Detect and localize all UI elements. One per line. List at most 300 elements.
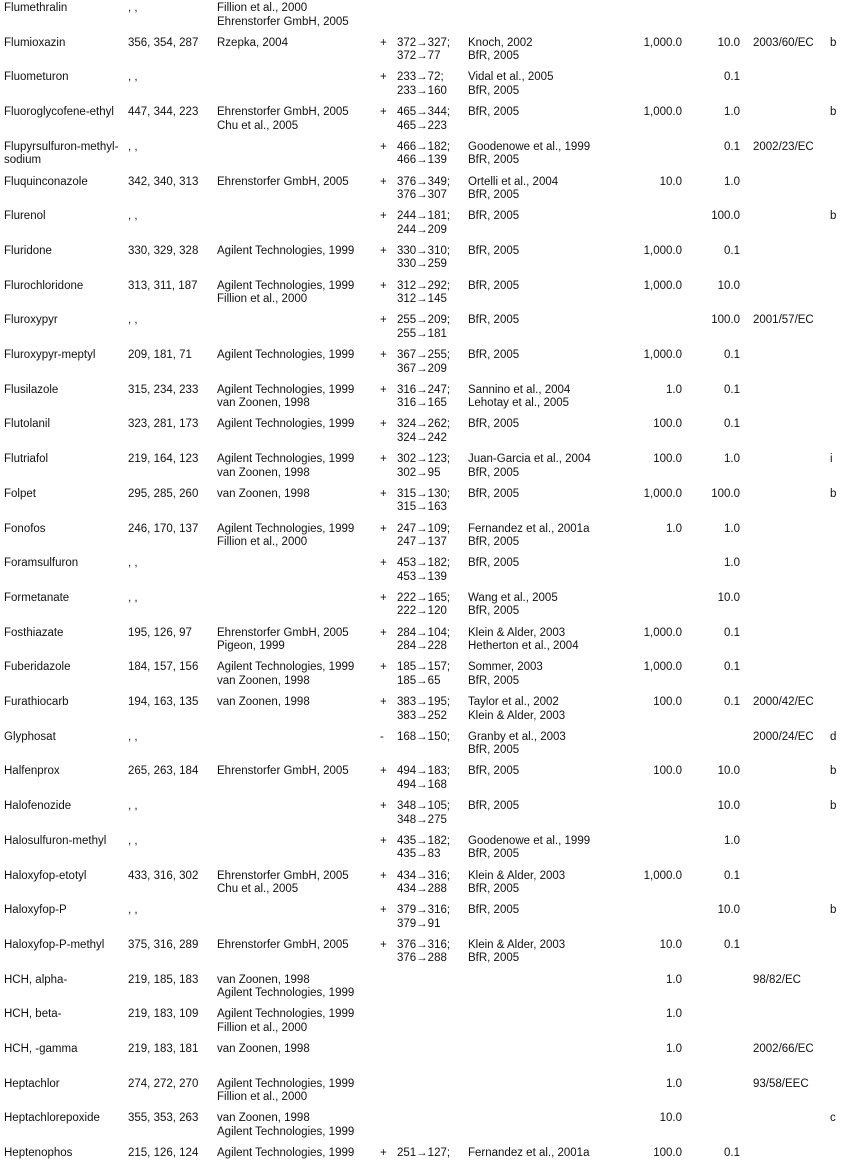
transition-reference xyxy=(468,453,591,480)
ion-reference-line: van Zoonen, 1998 xyxy=(217,1043,310,1055)
compound-name: Glyphosat xyxy=(4,730,56,743)
mrm-transitions-line: 466→139 xyxy=(397,154,447,167)
compound-name: HCH, beta- xyxy=(4,1008,62,1021)
mrm-transitions-line: 453→182; xyxy=(397,557,451,570)
ion-reference-line: Agilent Technologies, 1999 xyxy=(217,1077,355,1090)
mrm-transitions-line: 222→120 xyxy=(397,605,447,618)
mrm-transitions-line: 367→209 xyxy=(397,362,447,375)
ion-reference-line: Agilent Technologies, 1999 xyxy=(217,1008,355,1021)
ion-masses: 295, 285, 260 xyxy=(128,487,199,500)
transition-reference-line: BfR, 2005 xyxy=(468,418,520,431)
value-1: 1,000.0 xyxy=(643,36,682,49)
ion-reference xyxy=(217,1147,354,1161)
mrm-transitions-line: 302→95 xyxy=(397,466,441,479)
transition-reference-line: Fernandez et al., 2001a xyxy=(468,1147,590,1160)
polarity: + xyxy=(380,591,387,604)
footnote: b xyxy=(830,36,837,49)
mrm-transitions-line: 185→65 xyxy=(397,674,441,687)
mrm-transitions-line: 316→165 xyxy=(397,397,447,410)
ion-masses: 447, 344, 223 xyxy=(128,106,199,119)
mrm-transitions xyxy=(397,1147,450,1161)
polarity: + xyxy=(380,210,387,223)
compound-name: Heptenophos xyxy=(4,1147,73,1160)
ion-masses: , , xyxy=(128,314,138,327)
compound-name: Formetanate xyxy=(4,591,70,604)
compound-name: Heptachlorepoxide xyxy=(4,1112,100,1125)
footnote: b xyxy=(830,106,837,119)
value-1: 1.0 xyxy=(666,1077,682,1090)
ion-masses: 313, 311, 187 xyxy=(128,279,198,292)
ion-reference-line: van Zoonen, 1998 xyxy=(217,696,310,708)
polarity: + xyxy=(380,557,387,570)
transition-reference-line: BfR, 2005 xyxy=(468,800,520,813)
compound-name: Flumioxazin xyxy=(4,36,66,49)
mrm-transitions-line: 233→72; xyxy=(397,71,444,84)
value-2: 0.1 xyxy=(724,626,740,639)
ion-masses: , , xyxy=(128,71,138,84)
ion-reference xyxy=(217,1008,354,1035)
compound-name: Fuberidazole xyxy=(4,661,71,674)
mrm-transitions-line: 383→252 xyxy=(397,709,447,722)
value-2: 10.0 xyxy=(717,36,740,49)
footnote: c xyxy=(830,1112,836,1125)
compound-name: Flurochloridone xyxy=(4,279,84,292)
polarity: + xyxy=(380,106,387,119)
polarity: + xyxy=(380,904,387,917)
transition-reference xyxy=(468,210,519,224)
value-1: 100.0 xyxy=(653,696,682,708)
compound-name: Haloxyfop-etotyl xyxy=(4,869,87,882)
mrm-transitions xyxy=(397,835,450,862)
value-2: 0.1 xyxy=(724,349,740,361)
ion-masses: 375, 316, 289 xyxy=(128,938,199,951)
mrm-transitions-line: 247→109; xyxy=(397,522,451,535)
ion-reference xyxy=(217,349,354,363)
ec-directive: 2002/23/EC xyxy=(753,140,814,153)
ion-reference xyxy=(217,523,354,550)
mrm-transitions xyxy=(397,765,450,792)
ion-reference xyxy=(217,176,349,190)
ion-masses: 246, 170, 137 xyxy=(128,522,199,535)
transition-reference-line: Juan-Garcia et al., 2004 xyxy=(468,453,591,466)
transition-reference-line: BfR, 2005 xyxy=(468,210,520,223)
transition-reference xyxy=(468,800,519,814)
ion-reference xyxy=(217,245,354,259)
ion-reference-line: van Zoonen, 1998 xyxy=(217,397,310,410)
ion-reference-line: Agilent Technologies, 1999 xyxy=(217,279,355,292)
ion-masses: 433, 316, 302 xyxy=(128,869,199,882)
ion-masses: 356, 354, 287 xyxy=(128,36,199,49)
compound-name: Fluroxypyr-meptyl xyxy=(4,349,96,361)
value-1: 1,000.0 xyxy=(643,626,682,639)
transition-reference-line: Goodenowe et al., 1999 xyxy=(468,140,591,153)
ion-masses: 209, 181, 71 xyxy=(128,349,192,361)
compound-name: Flutolanil xyxy=(4,418,51,431)
mrm-transitions xyxy=(397,627,450,654)
ion-reference xyxy=(217,453,354,480)
ec-directive: 98/82/EC xyxy=(753,973,801,986)
polarity: + xyxy=(380,36,387,49)
ion-reference xyxy=(217,106,349,133)
ion-masses: 219, 185, 183 xyxy=(128,973,199,986)
ion-reference-line: Fillion et al., 2000 xyxy=(217,293,308,306)
transition-reference-line: BfR, 2005 xyxy=(468,605,520,618)
footnote: b xyxy=(830,487,837,500)
ion-reference-line: Fillion et al., 2000 xyxy=(217,1021,308,1034)
ec-directive: 2000/24/EC xyxy=(753,730,814,743)
transition-reference xyxy=(468,141,590,168)
value-1: 100.0 xyxy=(653,418,682,431)
compound-name: Flusilazole xyxy=(4,383,59,396)
ion-reference-line: Rzepka, 2004 xyxy=(217,36,288,49)
mrm-transitions-line: 255→209; xyxy=(397,314,451,327)
ion-masses: 330, 329, 328 xyxy=(128,244,199,257)
transition-reference xyxy=(468,592,558,619)
mrm-transitions-line: 316→247; xyxy=(397,383,451,396)
compound-name: Folpet xyxy=(4,487,36,500)
ion-reference xyxy=(217,1078,354,1105)
value-2: 0.1 xyxy=(724,661,740,674)
transition-reference-line: BfR, 2005 xyxy=(468,106,520,119)
value-2: 0.1 xyxy=(724,1147,740,1160)
polarity: + xyxy=(380,418,387,431)
mrm-transitions-line: 324→242 xyxy=(397,431,447,444)
mrm-transitions-line: 379→91 xyxy=(397,917,441,930)
transition-reference-line: BfR, 2005 xyxy=(468,244,520,257)
value-2: 0.1 xyxy=(724,696,740,708)
transition-reference-line: Taylor et al., 2002 xyxy=(468,696,559,708)
transition-reference xyxy=(468,37,533,64)
transition-reference xyxy=(468,106,519,120)
mrm-transitions-line: 376→316; xyxy=(397,938,451,951)
transition-reference xyxy=(468,71,553,98)
compound-name: Flurenol xyxy=(4,210,46,223)
polarity: + xyxy=(380,71,387,84)
transition-reference-line: BfR, 2005 xyxy=(468,848,520,861)
transition-reference-line: Goodenowe et al., 1999 xyxy=(468,834,591,847)
transition-reference xyxy=(468,280,519,294)
polarity: + xyxy=(380,487,387,500)
mrm-transitions xyxy=(397,176,450,203)
transition-reference-line: Knoch, 2002 xyxy=(468,36,533,49)
mrm-transitions xyxy=(397,314,450,341)
mrm-transitions-line: 233→160 xyxy=(397,84,447,97)
value-2: 0.1 xyxy=(724,418,740,431)
polarity: + xyxy=(380,244,387,257)
ion-reference-line: Agilent Technologies, 1999 xyxy=(217,987,355,1000)
value-1: 100.0 xyxy=(653,1147,682,1160)
compound-name: Haloxyfop-P-methyl xyxy=(4,938,105,951)
mrm-transitions xyxy=(397,904,450,931)
transition-reference xyxy=(468,349,519,363)
compound-name: Heptachlor xyxy=(4,1077,60,1090)
ion-reference-line: Ehrenstorfer GmbH, 2005 xyxy=(217,765,349,778)
ion-reference-line: Agilent Technologies, 1999 xyxy=(217,349,355,361)
transition-reference-line: Klein & Alder, 2003 xyxy=(468,869,566,882)
compound-name: Foramsulfuron xyxy=(4,557,79,570)
ion-reference-line: van Zoonen, 1998 xyxy=(217,487,310,500)
mrm-transitions-line: 302→123; xyxy=(397,453,451,466)
transition-reference-line: BfR, 2005 xyxy=(468,952,520,965)
transition-reference xyxy=(468,696,565,723)
compound-name: Haloxyfop-P xyxy=(4,904,67,917)
value-2: 10.0 xyxy=(717,591,740,604)
ion-reference-line: Agilent Technologies, 1999 xyxy=(217,453,355,466)
polarity: + xyxy=(380,869,387,882)
mrm-transitions xyxy=(397,488,450,515)
ion-masses: 219, 183, 181 xyxy=(128,1043,199,1055)
mrm-transitions-line: 383→195; xyxy=(397,696,451,708)
compound-name: Fosthiazate xyxy=(4,626,64,639)
value-1: 1,000.0 xyxy=(643,244,682,257)
transition-reference-line: Vidal et al., 2005 xyxy=(468,71,554,84)
ec-directive: 2003/60/EC xyxy=(753,36,814,49)
value-2: 0.1 xyxy=(724,71,740,84)
transition-reference-line: BfR, 2005 xyxy=(468,536,520,548)
value-1: 100.0 xyxy=(653,453,682,466)
value-2: 10.0 xyxy=(717,800,740,813)
ec-directive: 2000/42/EC xyxy=(753,696,814,708)
compound-name: Flumethralin xyxy=(4,2,68,14)
value-1: 1,000.0 xyxy=(643,661,682,674)
mrm-transitions-line: 379→316; xyxy=(397,904,451,917)
polarity: + xyxy=(380,175,387,188)
mrm-transitions-line: 372→77 xyxy=(397,50,441,63)
ion-masses: 323, 281, 173 xyxy=(128,418,199,431)
ion-reference xyxy=(217,1112,354,1139)
mrm-transitions xyxy=(397,280,450,307)
mrm-transitions xyxy=(397,245,450,272)
footnote: b xyxy=(830,800,837,813)
ion-reference xyxy=(217,661,354,688)
mrm-transitions-line: 434→288 xyxy=(397,883,447,895)
ion-reference-line: Ehrenstorfer GmbH, 2005 xyxy=(217,15,349,28)
transition-reference xyxy=(468,488,519,502)
polarity: + xyxy=(380,383,387,396)
polarity: + xyxy=(380,314,387,327)
ion-masses: 195, 126, 97 xyxy=(128,626,192,639)
transition-reference xyxy=(468,557,519,571)
ion-reference-line: Agilent Technologies, 1999 xyxy=(217,661,355,674)
mrm-transitions-line: 255→181 xyxy=(397,327,447,340)
mrm-transitions-line: 312→292; xyxy=(397,279,451,292)
transition-reference-line: Wang et al., 2005 xyxy=(468,591,558,604)
mrm-transitions xyxy=(397,557,450,584)
ion-masses: , , xyxy=(128,834,138,847)
ion-masses: 219, 183, 109 xyxy=(128,1008,199,1021)
transition-reference xyxy=(468,418,519,432)
ion-reference-line: van Zoonen, 1998 xyxy=(217,973,310,986)
transition-reference-line: Klein & Alder, 2003 xyxy=(468,938,566,951)
transition-reference xyxy=(468,176,558,203)
mrm-transitions xyxy=(397,592,450,619)
footnote: b xyxy=(830,904,837,917)
mrm-transitions-line: 494→183; xyxy=(397,765,451,778)
ion-reference-line: Agilent Technologies, 1999 xyxy=(217,1125,355,1138)
polarity: + xyxy=(380,349,387,361)
value-2: 100.0 xyxy=(711,487,740,500)
transition-reference-line: BfR, 2005 xyxy=(468,466,520,479)
mrm-transitions-line: 315→130; xyxy=(397,487,451,500)
mrm-transitions xyxy=(397,71,447,98)
ion-reference-line: Fillion et al., 2000 xyxy=(217,2,308,14)
ion-masses: , , xyxy=(128,557,138,570)
ion-reference-line: Agilent Technologies, 1999 xyxy=(217,1147,355,1160)
mrm-transitions-line: 330→259 xyxy=(397,258,447,271)
value-1: 1.0 xyxy=(666,383,682,396)
polarity: + xyxy=(380,800,387,813)
compound-name: Fluridone xyxy=(4,244,52,257)
mrm-transitions-line: 494→168 xyxy=(397,778,447,791)
mrm-transitions xyxy=(397,731,450,745)
transition-reference-line: BfR, 2005 xyxy=(468,349,520,361)
ion-reference xyxy=(217,418,354,432)
ion-reference xyxy=(217,2,349,29)
transition-reference-line: Fernandez et al., 2001a xyxy=(468,522,590,535)
mrm-transitions xyxy=(397,523,450,550)
value-2: 1.0 xyxy=(724,834,740,847)
transition-reference-line: Hetherton et al., 2004 xyxy=(468,640,579,653)
compound-name: Fluometuron xyxy=(4,71,69,84)
transition-reference xyxy=(468,627,579,654)
value-2: 100.0 xyxy=(711,210,740,223)
compound-name: HCH, alpha- xyxy=(4,973,68,986)
value-2: 0.1 xyxy=(724,938,740,951)
mrm-transitions-line: 324→262; xyxy=(397,418,451,431)
mrm-transitions xyxy=(397,661,450,688)
mrm-transitions-line: 348→105; xyxy=(397,800,451,813)
transition-reference-line: BfR, 2005 xyxy=(468,279,520,292)
polarity: + xyxy=(380,453,387,466)
mrm-transitions-line: 284→104; xyxy=(397,626,451,639)
mrm-transitions-line: 376→349; xyxy=(397,175,451,188)
ion-reference-line: Ehrenstorfer GmbH, 2005 xyxy=(217,106,349,119)
polarity: + xyxy=(380,938,387,951)
compound-name: Flupyrsulfuron-methyl-sodium xyxy=(4,140,119,167)
mrm-transitions xyxy=(397,106,450,133)
polarity: + xyxy=(380,696,387,708)
ion-masses: 274, 272, 270 xyxy=(128,1077,199,1090)
ion-reference xyxy=(217,939,349,953)
transition-reference-line: BfR, 2005 xyxy=(468,189,520,201)
mrm-transitions xyxy=(397,141,450,168)
value-2: 100.0 xyxy=(711,314,740,327)
ion-reference-line: Agilent Technologies, 1999 xyxy=(217,244,355,257)
transition-reference-line: Sannino et al., 2004 xyxy=(468,383,571,396)
transition-reference xyxy=(468,835,590,862)
mrm-transitions-line: 376→307 xyxy=(397,189,447,201)
transition-reference xyxy=(468,939,565,966)
ion-reference-line: Ehrenstorfer GmbH, 2005 xyxy=(217,869,349,882)
transition-reference-line: Sommer, 2003 xyxy=(468,661,543,674)
value-1: 1.0 xyxy=(666,1008,682,1021)
transition-reference-line: Lehotay et al., 2005 xyxy=(468,397,570,410)
transition-reference xyxy=(468,523,589,550)
mrm-transitions-line: 372→327; xyxy=(397,36,451,49)
mrm-transitions xyxy=(397,800,450,827)
transition-reference-line: Granby et al., 2003 xyxy=(468,730,566,743)
ion-masses: 315, 234, 233 xyxy=(128,383,199,396)
compound-name: Fluroxypyr xyxy=(4,314,58,327)
ion-reference-line: van Zoonen, 1998 xyxy=(217,466,310,479)
mrm-transitions-line: 168→150; xyxy=(397,730,451,743)
mrm-transitions-line: 435→83 xyxy=(397,848,441,861)
ion-reference xyxy=(217,384,354,411)
polarity: + xyxy=(380,522,387,535)
value-1: 1,000.0 xyxy=(643,869,682,882)
polarity: + xyxy=(380,834,387,847)
mrm-transitions-line: 348→275 xyxy=(397,813,447,826)
ion-masses: 215, 126, 124 xyxy=(128,1147,199,1160)
mrm-transitions-line: 222→165; xyxy=(397,591,451,604)
transition-reference-line: BfR, 2005 xyxy=(468,883,520,895)
transition-reference-line: BfR, 2005 xyxy=(468,50,520,63)
value-2: 10.0 xyxy=(717,904,740,917)
transition-reference xyxy=(468,904,519,918)
transition-reference-line: BfR, 2005 xyxy=(468,744,520,757)
value-1: 10.0 xyxy=(659,175,682,188)
transition-reference-line: BfR, 2005 xyxy=(468,314,520,327)
transition-reference-line: BfR, 2005 xyxy=(468,557,520,570)
ion-masses: , , xyxy=(128,800,138,813)
value-1: 1.0 xyxy=(666,973,682,986)
mrm-transitions-line: 453→139 xyxy=(397,570,447,583)
ion-reference xyxy=(217,280,354,307)
mrm-transitions-line: 376→288 xyxy=(397,952,447,965)
ion-reference-line: Agilent Technologies, 1999 xyxy=(217,383,355,396)
ec-directive: 2001/57/EC xyxy=(753,314,814,327)
ion-reference-line: Agilent Technologies, 1999 xyxy=(217,418,355,431)
footnote: d xyxy=(830,730,837,743)
mrm-transitions-line: 367→255; xyxy=(397,349,451,361)
transition-reference xyxy=(468,731,566,758)
ion-reference xyxy=(217,974,354,1001)
polarity: + xyxy=(380,279,387,292)
mrm-transitions xyxy=(397,349,450,376)
ion-reference xyxy=(217,37,288,51)
transition-reference-line: BfR, 2005 xyxy=(468,674,520,687)
ion-reference-line: Chu et al., 2005 xyxy=(217,119,299,132)
mrm-transitions-line: 435→182; xyxy=(397,834,451,847)
mrm-transitions-line: 185→157; xyxy=(397,661,451,674)
ion-masses: , , xyxy=(128,210,138,223)
ion-reference-line: Ehrenstorfer GmbH, 2005 xyxy=(217,175,349,188)
polarity: + xyxy=(380,140,387,153)
mrm-transitions xyxy=(397,384,450,411)
ion-reference-line: Ehrenstorfer GmbH, 2005 xyxy=(217,938,349,951)
compound-name: HCH, -gamma xyxy=(4,1043,78,1055)
ion-masses: , , xyxy=(128,591,138,604)
footnote: i xyxy=(830,453,833,466)
polarity: + xyxy=(380,1147,387,1160)
polarity: + xyxy=(380,626,387,639)
mrm-transitions xyxy=(397,37,450,64)
transition-reference xyxy=(468,661,543,688)
value-2: 1.0 xyxy=(724,106,740,119)
ion-masses: 265, 263, 184 xyxy=(128,765,199,778)
ion-masses: , , xyxy=(128,904,138,917)
ec-directive: 93/58/EEC xyxy=(753,1077,809,1090)
mrm-transitions-line: 244→181; xyxy=(397,210,451,223)
mrm-transitions xyxy=(397,418,450,445)
value-2: 0.1 xyxy=(724,383,740,396)
mrm-transitions xyxy=(397,939,450,966)
value-2: 10.0 xyxy=(717,279,740,292)
transition-reference xyxy=(468,384,570,411)
transition-reference-line: BfR, 2005 xyxy=(468,154,520,167)
compound-name: Fluoroglycofene-ethyl xyxy=(4,106,114,119)
ion-reference-line: van Zoonen, 1998 xyxy=(217,1112,310,1125)
